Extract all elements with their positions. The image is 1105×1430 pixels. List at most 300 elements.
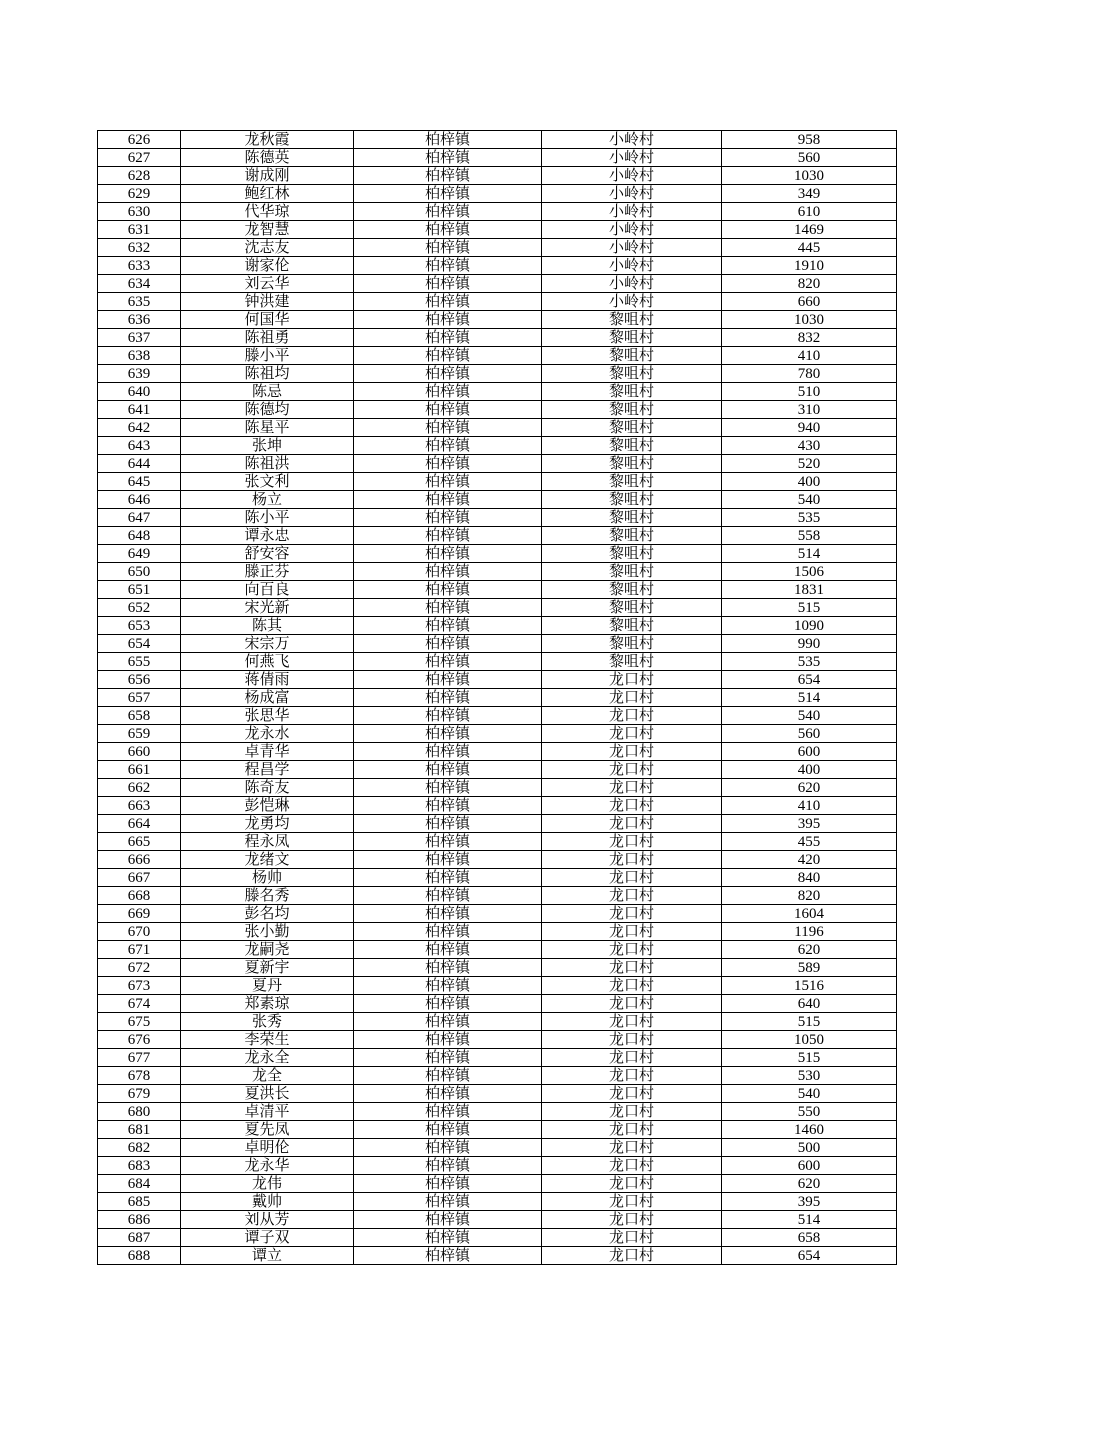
town-cell: 柏梓镇 <box>354 905 542 923</box>
row-number-cell: 685 <box>98 1193 181 1211</box>
village-cell: 黎咀村 <box>542 653 722 671</box>
village-cell: 小岭村 <box>542 167 722 185</box>
village-cell: 龙口村 <box>542 779 722 797</box>
name-cell: 彭名均 <box>181 905 354 923</box>
table-row <box>98 1175 897 1193</box>
village-cell: 龙口村 <box>542 1103 722 1121</box>
row-number-cell: 664 <box>98 815 181 833</box>
table-row <box>98 851 897 869</box>
table-row <box>98 941 897 959</box>
table-row <box>98 653 897 671</box>
town-cell: 柏梓镇 <box>354 203 542 221</box>
village-cell: 黎咀村 <box>542 347 722 365</box>
village-cell: 龙口村 <box>542 1229 722 1247</box>
amount-cell: 958 <box>722 131 897 149</box>
table-row <box>98 869 897 887</box>
town-cell: 柏梓镇 <box>354 563 542 581</box>
amount-cell: 840 <box>722 869 897 887</box>
name-cell: 滕名秀 <box>181 887 354 905</box>
village-cell: 龙口村 <box>542 671 722 689</box>
table-row <box>98 905 897 923</box>
row-number-cell: 683 <box>98 1157 181 1175</box>
row-number-cell: 688 <box>98 1247 181 1265</box>
amount-cell: 514 <box>722 545 897 563</box>
name-cell: 夏洪长 <box>181 1085 354 1103</box>
town-cell: 柏梓镇 <box>354 689 542 707</box>
row-number-cell: 661 <box>98 761 181 779</box>
village-cell: 黎咀村 <box>542 365 722 383</box>
row-number-cell: 643 <box>98 437 181 455</box>
town-cell: 柏梓镇 <box>354 1157 542 1175</box>
town-cell: 柏梓镇 <box>354 131 542 149</box>
name-cell: 刘从芳 <box>181 1211 354 1229</box>
row-number-cell: 667 <box>98 869 181 887</box>
row-number-cell: 671 <box>98 941 181 959</box>
table-row <box>98 1013 897 1031</box>
name-cell: 李荣生 <box>181 1031 354 1049</box>
row-number-cell: 672 <box>98 959 181 977</box>
row-number-cell: 655 <box>98 653 181 671</box>
name-cell: 陈祖洪 <box>181 455 354 473</box>
row-number-cell: 651 <box>98 581 181 599</box>
town-cell: 柏梓镇 <box>354 581 542 599</box>
table-row <box>98 635 897 653</box>
town-cell: 柏梓镇 <box>354 671 542 689</box>
amount-cell: 540 <box>722 1085 897 1103</box>
table-row <box>98 887 897 905</box>
table-row <box>98 329 897 347</box>
town-cell: 柏梓镇 <box>354 527 542 545</box>
table-row <box>98 725 897 743</box>
table-row <box>98 509 897 527</box>
row-number-cell: 654 <box>98 635 181 653</box>
table-row <box>98 563 897 581</box>
row-number-cell: 636 <box>98 311 181 329</box>
name-cell: 谢成刚 <box>181 167 354 185</box>
name-cell: 龙伟 <box>181 1175 354 1193</box>
row-number-cell: 653 <box>98 617 181 635</box>
name-cell: 陈祖勇 <box>181 329 354 347</box>
village-cell: 龙口村 <box>542 1193 722 1211</box>
village-cell: 龙口村 <box>542 1085 722 1103</box>
village-cell: 黎咀村 <box>542 635 722 653</box>
row-number-cell: 682 <box>98 1139 181 1157</box>
row-number-cell: 679 <box>98 1085 181 1103</box>
name-cell: 蒋倩雨 <box>181 671 354 689</box>
amount-cell: 1604 <box>722 905 897 923</box>
village-cell: 黎咀村 <box>542 527 722 545</box>
name-cell: 夏新宇 <box>181 959 354 977</box>
village-cell: 黎咀村 <box>542 311 722 329</box>
town-cell: 柏梓镇 <box>354 185 542 203</box>
village-cell: 小岭村 <box>542 149 722 167</box>
name-cell: 陈忌 <box>181 383 354 401</box>
row-number-cell: 673 <box>98 977 181 995</box>
town-cell: 柏梓镇 <box>354 455 542 473</box>
town-cell: 柏梓镇 <box>354 257 542 275</box>
name-cell: 滕小平 <box>181 347 354 365</box>
name-cell: 龙勇均 <box>181 815 354 833</box>
row-number-cell: 639 <box>98 365 181 383</box>
town-cell: 柏梓镇 <box>354 509 542 527</box>
table-row <box>98 131 897 149</box>
village-cell: 龙口村 <box>542 815 722 833</box>
table-row <box>98 437 897 455</box>
name-cell: 谢家伦 <box>181 257 354 275</box>
name-cell: 程昌学 <box>181 761 354 779</box>
village-cell: 黎咀村 <box>542 581 722 599</box>
table-row <box>98 383 897 401</box>
row-number-cell: 652 <box>98 599 181 617</box>
amount-cell: 620 <box>722 779 897 797</box>
row-number-cell: 686 <box>98 1211 181 1229</box>
table-row <box>98 311 897 329</box>
village-cell: 龙口村 <box>542 869 722 887</box>
village-cell: 小岭村 <box>542 185 722 203</box>
village-cell: 小岭村 <box>542 257 722 275</box>
row-number-cell: 670 <box>98 923 181 941</box>
table-row <box>98 221 897 239</box>
town-cell: 柏梓镇 <box>354 941 542 959</box>
village-cell: 黎咀村 <box>542 491 722 509</box>
table-row <box>98 977 897 995</box>
amount-cell: 660 <box>722 293 897 311</box>
table-row <box>98 347 897 365</box>
town-cell: 柏梓镇 <box>354 491 542 509</box>
town-cell: 柏梓镇 <box>354 1031 542 1049</box>
table-row <box>98 1139 897 1157</box>
row-number-cell: 644 <box>98 455 181 473</box>
town-cell: 柏梓镇 <box>354 401 542 419</box>
amount-cell: 600 <box>722 743 897 761</box>
row-number-cell: 662 <box>98 779 181 797</box>
table-row <box>98 1121 897 1139</box>
amount-cell: 1516 <box>722 977 897 995</box>
village-cell: 黎咀村 <box>542 617 722 635</box>
town-cell: 柏梓镇 <box>354 383 542 401</box>
row-number-cell: 669 <box>98 905 181 923</box>
name-cell: 郑素琼 <box>181 995 354 1013</box>
name-cell: 谭永忠 <box>181 527 354 545</box>
town-cell: 柏梓镇 <box>354 725 542 743</box>
name-cell: 陈德均 <box>181 401 354 419</box>
amount-cell: 620 <box>722 1175 897 1193</box>
row-number-cell: 675 <box>98 1013 181 1031</box>
row-number-cell: 677 <box>98 1049 181 1067</box>
row-number-cell: 668 <box>98 887 181 905</box>
row-number-cell: 641 <box>98 401 181 419</box>
amount-cell: 589 <box>722 959 897 977</box>
town-cell: 柏梓镇 <box>354 995 542 1013</box>
amount-cell: 640 <box>722 995 897 1013</box>
amount-cell: 1030 <box>722 167 897 185</box>
table-row <box>98 1049 897 1067</box>
amount-cell: 1910 <box>722 257 897 275</box>
town-cell: 柏梓镇 <box>354 473 542 491</box>
row-number-cell: 649 <box>98 545 181 563</box>
town-cell: 柏梓镇 <box>354 797 542 815</box>
amount-cell: 1090 <box>722 617 897 635</box>
town-cell: 柏梓镇 <box>354 653 542 671</box>
row-number-cell: 648 <box>98 527 181 545</box>
amount-cell: 1506 <box>722 563 897 581</box>
row-number-cell: 674 <box>98 995 181 1013</box>
name-cell: 龙永水 <box>181 725 354 743</box>
name-cell: 龙全 <box>181 1067 354 1085</box>
amount-cell: 514 <box>722 689 897 707</box>
amount-cell: 610 <box>722 203 897 221</box>
row-number-cell: 663 <box>98 797 181 815</box>
amount-cell: 400 <box>722 473 897 491</box>
table-row <box>98 1085 897 1103</box>
table-row <box>98 581 897 599</box>
amount-cell: 550 <box>722 1103 897 1121</box>
town-cell: 柏梓镇 <box>354 1139 542 1157</box>
table-row <box>98 761 897 779</box>
town-cell: 柏梓镇 <box>354 1121 542 1139</box>
village-cell: 龙口村 <box>542 1031 722 1049</box>
row-number-cell: 681 <box>98 1121 181 1139</box>
table-row <box>98 545 897 563</box>
amount-cell: 445 <box>722 239 897 257</box>
village-cell: 小岭村 <box>542 239 722 257</box>
table-row <box>98 419 897 437</box>
name-cell: 杨帅 <box>181 869 354 887</box>
table-row <box>98 455 897 473</box>
village-cell: 龙口村 <box>542 1121 722 1139</box>
amount-cell: 349 <box>722 185 897 203</box>
town-cell: 柏梓镇 <box>354 635 542 653</box>
amount-cell: 820 <box>722 887 897 905</box>
row-number-cell: 626 <box>98 131 181 149</box>
table-row <box>98 275 897 293</box>
village-cell: 小岭村 <box>542 221 722 239</box>
amount-cell: 780 <box>722 365 897 383</box>
town-cell: 柏梓镇 <box>354 437 542 455</box>
village-cell: 龙口村 <box>542 887 722 905</box>
row-number-cell: 631 <box>98 221 181 239</box>
amount-cell: 514 <box>722 1211 897 1229</box>
table-row <box>98 833 897 851</box>
data-table <box>97 130 897 1265</box>
name-cell: 龙绪文 <box>181 851 354 869</box>
row-number-cell: 638 <box>98 347 181 365</box>
name-cell: 彭恺琳 <box>181 797 354 815</box>
amount-cell: 400 <box>722 761 897 779</box>
name-cell: 陈小平 <box>181 509 354 527</box>
row-number-cell: 658 <box>98 707 181 725</box>
row-number-cell: 629 <box>98 185 181 203</box>
name-cell: 张小勤 <box>181 923 354 941</box>
name-cell: 夏丹 <box>181 977 354 995</box>
table-row <box>98 995 897 1013</box>
town-cell: 柏梓镇 <box>354 869 542 887</box>
name-cell: 张坤 <box>181 437 354 455</box>
amount-cell: 940 <box>722 419 897 437</box>
town-cell: 柏梓镇 <box>354 779 542 797</box>
amount-cell: 560 <box>722 149 897 167</box>
village-cell: 龙口村 <box>542 761 722 779</box>
town-cell: 柏梓镇 <box>354 293 542 311</box>
name-cell: 龙智慧 <box>181 221 354 239</box>
village-cell: 龙口村 <box>542 995 722 1013</box>
row-number-cell: 680 <box>98 1103 181 1121</box>
row-number-cell: 634 <box>98 275 181 293</box>
amount-cell: 395 <box>722 815 897 833</box>
village-cell: 黎咀村 <box>542 329 722 347</box>
amount-cell: 515 <box>722 1049 897 1067</box>
amount-cell: 535 <box>722 509 897 527</box>
village-cell: 龙口村 <box>542 941 722 959</box>
amount-cell: 515 <box>722 599 897 617</box>
village-cell: 黎咀村 <box>542 509 722 527</box>
table-row <box>98 797 897 815</box>
name-cell: 宋宗万 <box>181 635 354 653</box>
row-number-cell: 684 <box>98 1175 181 1193</box>
town-cell: 柏梓镇 <box>354 545 542 563</box>
village-cell: 小岭村 <box>542 131 722 149</box>
name-cell: 杨成富 <box>181 689 354 707</box>
table-row <box>98 167 897 185</box>
amount-cell: 510 <box>722 383 897 401</box>
town-cell: 柏梓镇 <box>354 761 542 779</box>
row-number-cell: 637 <box>98 329 181 347</box>
name-cell: 张秀 <box>181 1013 354 1031</box>
village-cell: 黎咀村 <box>542 473 722 491</box>
amount-cell: 410 <box>722 797 897 815</box>
row-number-cell: 633 <box>98 257 181 275</box>
row-number-cell: 647 <box>98 509 181 527</box>
name-cell: 何国华 <box>181 311 354 329</box>
row-number-cell: 660 <box>98 743 181 761</box>
town-cell: 柏梓镇 <box>354 419 542 437</box>
name-cell: 夏先凤 <box>181 1121 354 1139</box>
row-number-cell: 630 <box>98 203 181 221</box>
table-row <box>98 743 897 761</box>
town-cell: 柏梓镇 <box>354 599 542 617</box>
row-number-cell: 646 <box>98 491 181 509</box>
table-row <box>98 815 897 833</box>
amount-cell: 455 <box>722 833 897 851</box>
table-row <box>98 1103 897 1121</box>
village-cell: 龙口村 <box>542 959 722 977</box>
table-row <box>98 923 897 941</box>
town-cell: 柏梓镇 <box>354 311 542 329</box>
town-cell: 柏梓镇 <box>354 1229 542 1247</box>
village-cell: 龙口村 <box>542 725 722 743</box>
row-number-cell: 628 <box>98 167 181 185</box>
town-cell: 柏梓镇 <box>354 923 542 941</box>
name-cell: 卓明伦 <box>181 1139 354 1157</box>
village-cell: 黎咀村 <box>542 455 722 473</box>
row-number-cell: 627 <box>98 149 181 167</box>
table-row <box>98 257 897 275</box>
table-row <box>98 1247 897 1265</box>
amount-cell: 1196 <box>722 923 897 941</box>
row-number-cell: 640 <box>98 383 181 401</box>
name-cell: 杨立 <box>181 491 354 509</box>
name-cell: 陈星平 <box>181 419 354 437</box>
table-row <box>98 1211 897 1229</box>
town-cell: 柏梓镇 <box>354 365 542 383</box>
amount-cell: 832 <box>722 329 897 347</box>
table-row <box>98 149 897 167</box>
amount-cell: 520 <box>722 455 897 473</box>
amount-cell: 1460 <box>722 1121 897 1139</box>
town-cell: 柏梓镇 <box>354 1175 542 1193</box>
name-cell: 鲍红林 <box>181 185 354 203</box>
table-row <box>98 293 897 311</box>
town-cell: 柏梓镇 <box>354 275 542 293</box>
name-cell: 戴帅 <box>181 1193 354 1211</box>
village-cell: 龙口村 <box>542 923 722 941</box>
table-row <box>98 959 897 977</box>
name-cell: 舒安容 <box>181 545 354 563</box>
amount-cell: 558 <box>722 527 897 545</box>
table-row <box>98 239 897 257</box>
village-cell: 龙口村 <box>542 1247 722 1265</box>
amount-cell: 410 <box>722 347 897 365</box>
name-cell: 陈德英 <box>181 149 354 167</box>
amount-cell: 540 <box>722 491 897 509</box>
table-row <box>98 473 897 491</box>
table-row <box>98 707 897 725</box>
amount-cell: 990 <box>722 635 897 653</box>
name-cell: 龙秋霞 <box>181 131 354 149</box>
name-cell: 张思华 <box>181 707 354 725</box>
name-cell: 陈奇友 <box>181 779 354 797</box>
village-cell: 龙口村 <box>542 1013 722 1031</box>
village-cell: 小岭村 <box>542 203 722 221</box>
village-cell: 龙口村 <box>542 851 722 869</box>
table-row <box>98 491 897 509</box>
row-number-cell: 642 <box>98 419 181 437</box>
village-cell: 黎咀村 <box>542 401 722 419</box>
village-cell: 黎咀村 <box>542 383 722 401</box>
town-cell: 柏梓镇 <box>354 851 542 869</box>
table-row <box>98 1157 897 1175</box>
table-row <box>98 1193 897 1211</box>
amount-cell: 1469 <box>722 221 897 239</box>
amount-cell: 540 <box>722 707 897 725</box>
town-cell: 柏梓镇 <box>354 149 542 167</box>
town-cell: 柏梓镇 <box>354 743 542 761</box>
town-cell: 柏梓镇 <box>354 1049 542 1067</box>
town-cell: 柏梓镇 <box>354 1067 542 1085</box>
table-row <box>98 1067 897 1085</box>
name-cell: 陈其 <box>181 617 354 635</box>
name-cell: 宋光新 <box>181 599 354 617</box>
village-cell: 黎咀村 <box>542 599 722 617</box>
amount-cell: 515 <box>722 1013 897 1031</box>
name-cell: 龙嗣尧 <box>181 941 354 959</box>
town-cell: 柏梓镇 <box>354 221 542 239</box>
row-number-cell: 657 <box>98 689 181 707</box>
village-cell: 龙口村 <box>542 743 722 761</box>
amount-cell: 600 <box>722 1157 897 1175</box>
amount-cell: 310 <box>722 401 897 419</box>
town-cell: 柏梓镇 <box>354 977 542 995</box>
table-body <box>98 131 897 1265</box>
amount-cell: 654 <box>722 1247 897 1265</box>
table-row <box>98 401 897 419</box>
amount-cell: 1831 <box>722 581 897 599</box>
table-row <box>98 365 897 383</box>
name-cell: 陈祖均 <box>181 365 354 383</box>
table-row <box>98 527 897 545</box>
village-cell: 龙口村 <box>542 905 722 923</box>
village-cell: 黎咀村 <box>542 437 722 455</box>
